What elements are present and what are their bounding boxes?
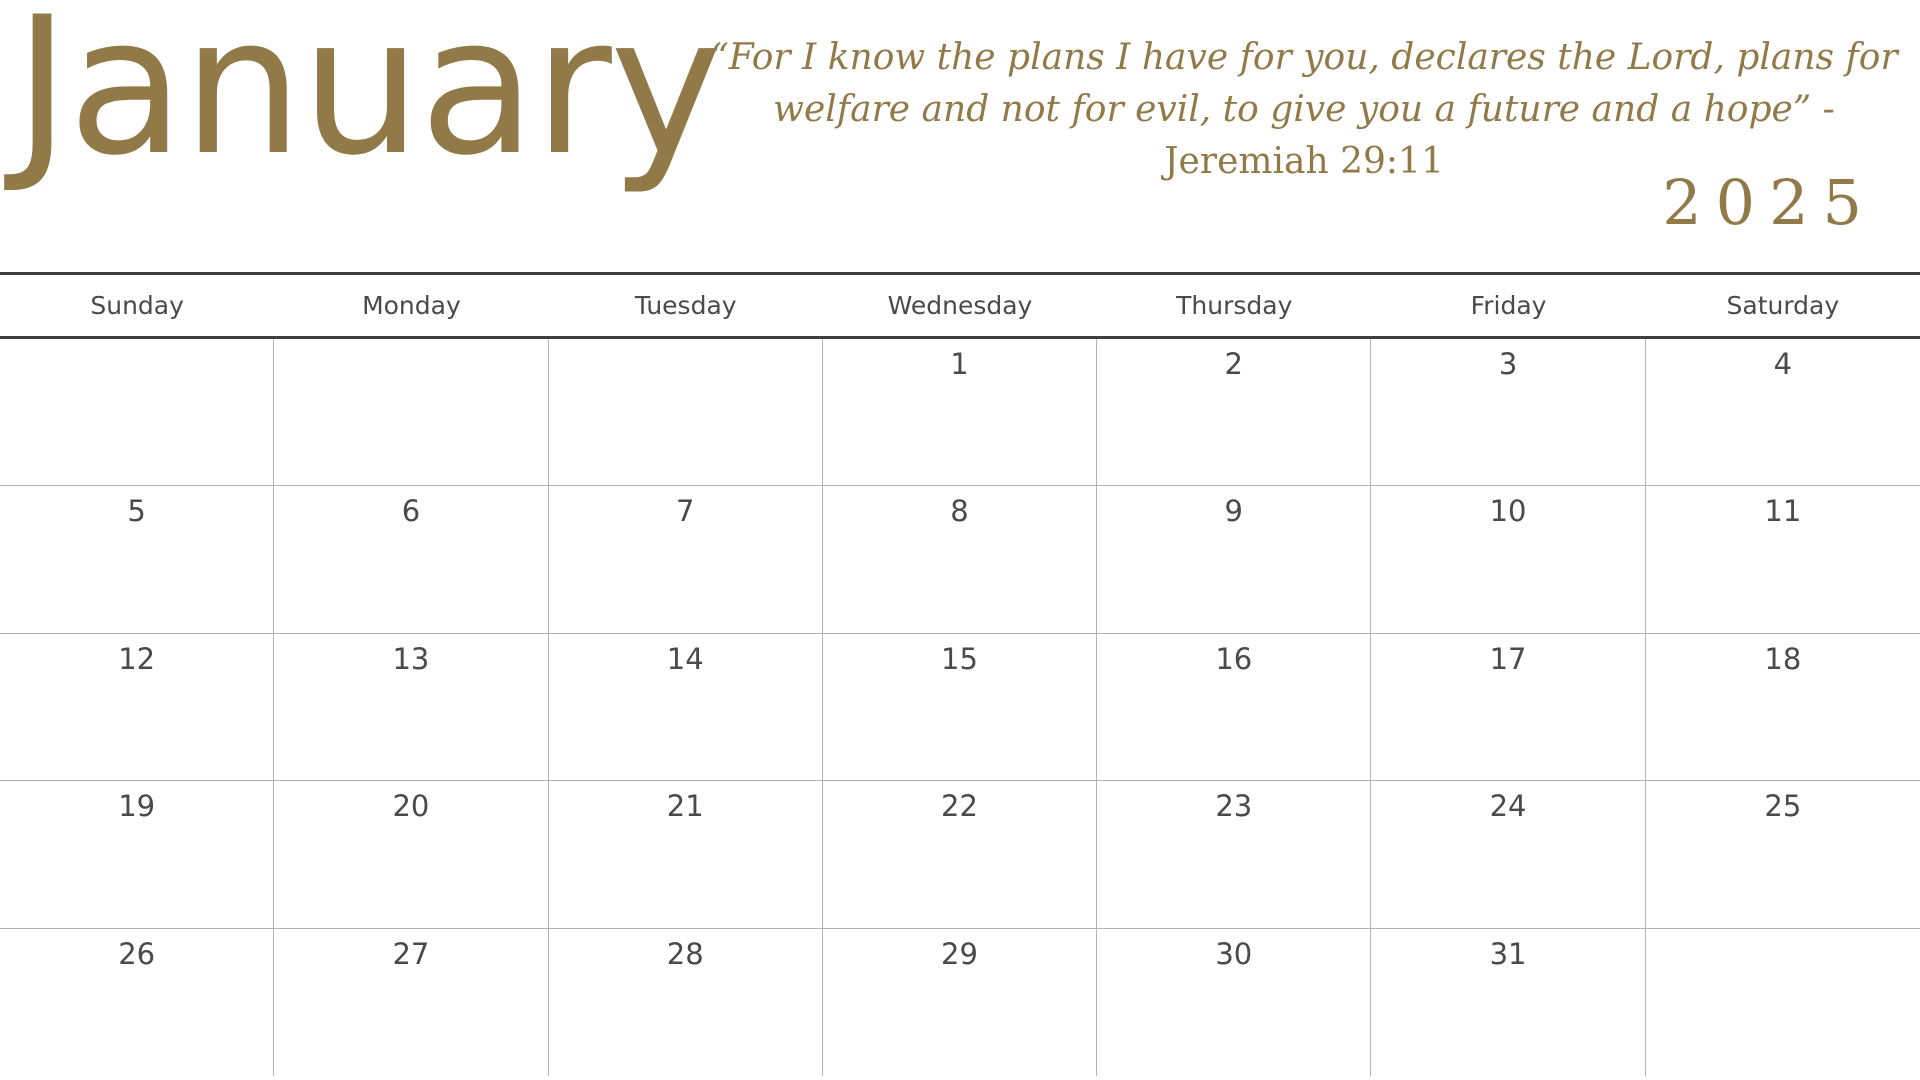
day-cell[interactable]	[1646, 339, 1920, 486]
day-number: 23	[1215, 789, 1253, 824]
weekday-wednesday: Wednesday	[887, 291, 1033, 320]
day-cell[interactable]	[549, 339, 823, 486]
day-number: 15	[941, 641, 978, 676]
day-cell[interactable]	[274, 339, 548, 486]
day-number: 19	[118, 789, 156, 824]
day-cell[interactable]	[1646, 929, 1920, 1076]
weekday-sunday: Sunday	[90, 291, 184, 320]
day-number: 18	[1764, 641, 1802, 676]
day-cell[interactable]	[1371, 486, 1645, 633]
day-number: 3	[1498, 347, 1518, 381]
day-number: 26	[118, 936, 156, 971]
day-cell[interactable]	[274, 486, 548, 633]
day-number: 1	[950, 347, 969, 381]
day-number: 8	[950, 494, 969, 529]
day-number: 24	[1489, 789, 1527, 824]
day-cell[interactable]	[0, 339, 274, 486]
day-cell[interactable]	[823, 486, 1097, 633]
day-number: 30	[1215, 936, 1253, 971]
day-number: 13	[392, 641, 430, 676]
day-number: 7	[675, 494, 695, 529]
day-number: 28	[666, 936, 704, 971]
day-cell[interactable]	[274, 634, 548, 781]
day-number: 21	[666, 789, 704, 824]
day-cell[interactable]	[823, 634, 1097, 781]
day-cell[interactable]	[1371, 781, 1645, 928]
day-number: 29	[941, 936, 978, 971]
day-cell[interactable]	[0, 781, 274, 928]
day-number: 10	[1489, 494, 1527, 529]
day-cell[interactable]	[1097, 781, 1371, 928]
day-cell[interactable]	[0, 634, 274, 781]
day-number: 2	[1224, 347, 1243, 381]
day-cell[interactable]	[549, 929, 823, 1076]
calendar-grid	[0, 272, 1920, 1076]
day-number: 17	[1489, 641, 1527, 676]
weekday-tuesday: Tuesday	[634, 291, 737, 320]
day-cell[interactable]	[823, 339, 1097, 486]
year-label: 2025	[1662, 166, 1876, 239]
day-cell[interactable]	[549, 781, 823, 928]
day-cell[interactable]	[1371, 929, 1645, 1076]
day-number: 22	[941, 789, 978, 824]
day-cell[interactable]	[0, 929, 274, 1076]
day-cell[interactable]	[823, 929, 1097, 1076]
day-number: 9	[1224, 494, 1243, 529]
day-grid	[0, 339, 1920, 1076]
day-cell[interactable]	[274, 781, 548, 928]
day-cell[interactable]	[1371, 339, 1645, 486]
day-number: 27	[392, 936, 430, 971]
day-number: 16	[1215, 641, 1253, 676]
day-number: 12	[118, 641, 156, 676]
weekday-friday: Friday	[1470, 291, 1547, 320]
day-cell[interactable]	[823, 781, 1097, 928]
day-number: 5	[127, 494, 146, 529]
scripture-quote: “For I know the plans I have for you, declares the Lord, plans for welfare and not for evil, to give you a future and a hope” -	[710, 37, 1898, 130]
day-cell[interactable]	[0, 486, 274, 633]
day-cell[interactable]	[1097, 339, 1371, 486]
calendar-header	[0, 0, 1920, 272]
day-cell[interactable]	[1097, 929, 1371, 1076]
weekday-thursday: Thursday	[1176, 291, 1293, 320]
day-number: 4	[1773, 347, 1793, 381]
day-cell[interactable]	[549, 634, 823, 781]
day-cell[interactable]	[1371, 634, 1645, 781]
day-number: 25	[1764, 789, 1802, 824]
day-cell[interactable]	[1097, 634, 1371, 781]
weekday-monday: Monday	[362, 291, 461, 320]
day-cell[interactable]	[1646, 486, 1920, 633]
day-number: 14	[666, 641, 704, 676]
day-cell[interactable]	[1097, 486, 1371, 633]
day-number: 31	[1489, 936, 1527, 971]
day-number: 20	[392, 789, 430, 824]
weekday-header-row	[0, 272, 1920, 339]
day-number: 6	[401, 494, 421, 529]
day-cell[interactable]	[1646, 781, 1920, 928]
day-number: 11	[1764, 494, 1802, 529]
weekday-saturday: Saturday	[1726, 291, 1840, 320]
day-cell[interactable]	[274, 929, 548, 1076]
day-cell[interactable]	[549, 486, 823, 633]
day-cell[interactable]	[1646, 634, 1920, 781]
month-title: January	[14, 0, 721, 197]
scripture-reference: Jeremiah 29:11	[1164, 141, 1444, 182]
